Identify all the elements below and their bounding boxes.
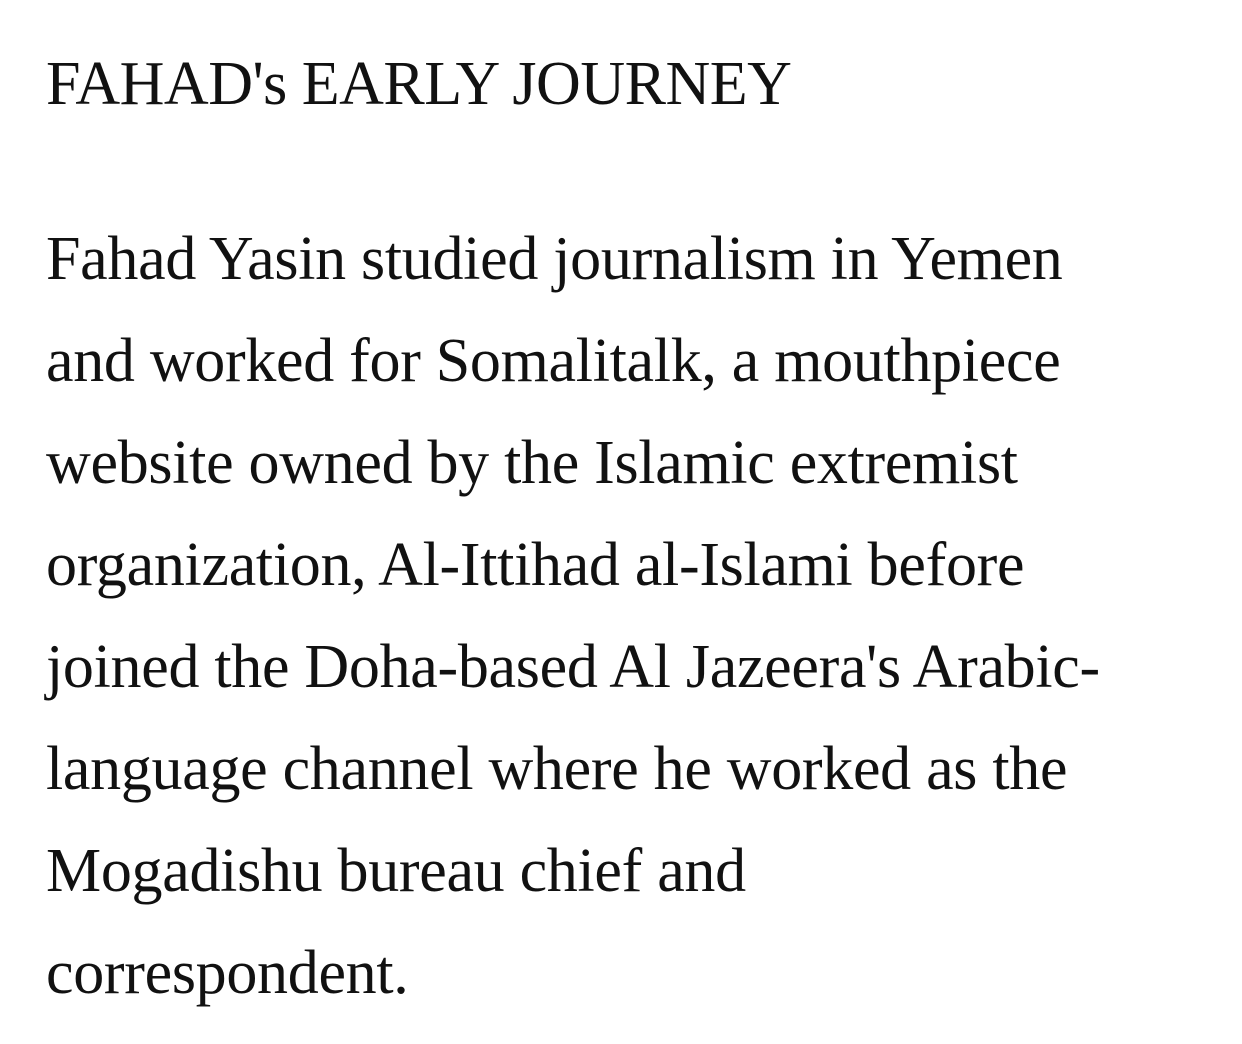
section-heading: FAHAD's EARLY JOURNEY: [46, 50, 792, 118]
paragraph-line: Mogadishu bureau chief and: [46, 837, 746, 905]
paragraph-line: and worked for Somalitalk, a mouthpiece: [46, 327, 1061, 395]
paragraph-line: Fahad Yasin studied journalism in Yemen: [46, 225, 1063, 293]
paragraph-line: website owned by the Islamic extremist: [46, 429, 1018, 497]
paragraph-line: language channel where he worked as the: [46, 735, 1068, 803]
paragraph-line: joined the Doha-based Al Jazeera's Arabic-: [46, 633, 1100, 701]
paragraph-line: correspondent.: [46, 939, 409, 1007]
paragraph-line: organization, Al-Ittihad al-Islami before: [46, 531, 1025, 599]
article-paragraph: [46, 208, 1206, 1024]
